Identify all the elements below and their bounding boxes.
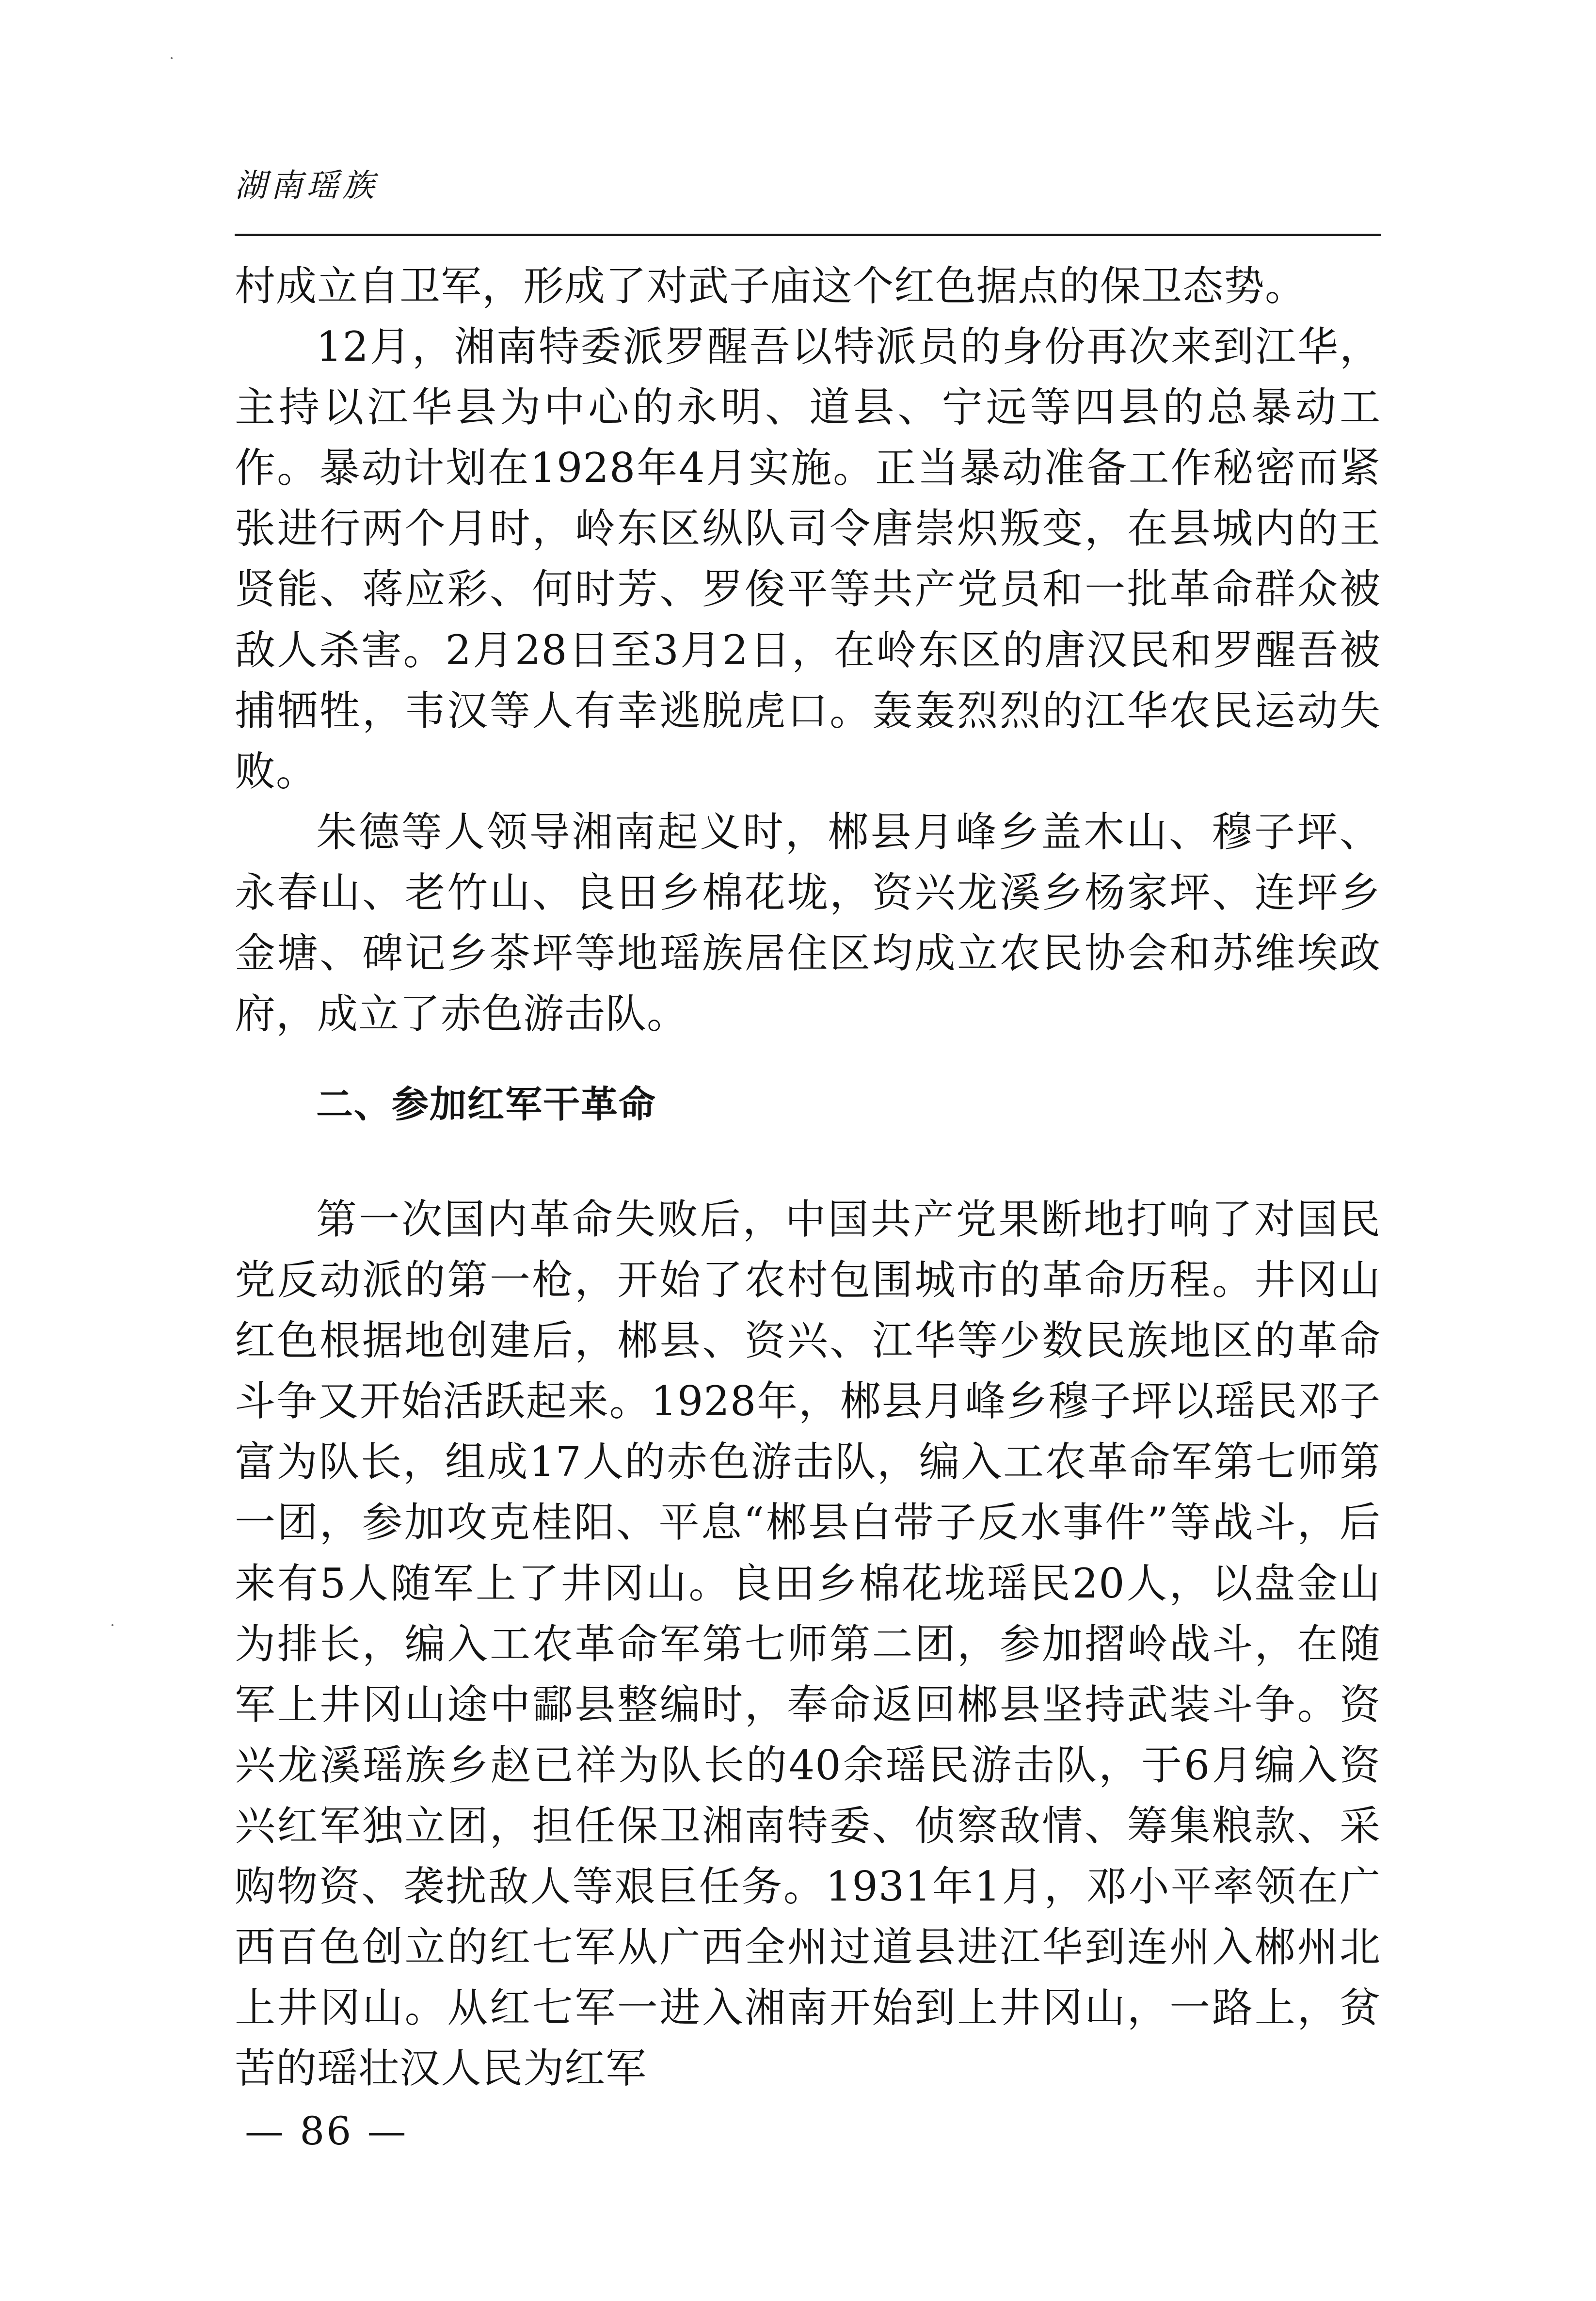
body-text-bottom: [235, 1189, 1381, 2099]
paragraph-red-army: 第一次国内革命失败后，中国共产党果断地打响了对国民党反动派的第一枪，开始了农村包围城市的革命历程。井冈山红色根据地创建后，郴县、资兴、江华等少数民族地区的革命斗争又开始活跃起来。1928年，郴县月峰乡穆子坪以瑶民邓子富为队长，组成17人的赤色游击队，编入工农革命军第七师第一团，参加攻克桂阳、平息“郴县白带子反水事件”等战斗，后来有5人随军上了井冈山。良田乡棉花垅瑶民20人，以盘金山为排长，编入工农革命军第七师第二团，参加摺岭战斗，在随军上井冈山途中酃县整编时，奉命返回郴县坚持武装斗争。资兴龙溪瑶族乡赵已祥为队长的40余瑶民游击队，于6月编入资兴红军独立团，担任保卫湘南特委、侦察敌情、筹集粮款、采购物资、袭扰敌人等艰巨任务。1931年1月，邓小平率领在广西百色创立的红七军从广西全州过道县进江华到连州入郴州北上井冈山。从红七军一进入湘南开始到上井冈山，一路上，贫苦的瑶壮汉人民为红军: [235, 1196, 1381, 2093]
body-text-top: [235, 256, 1381, 1044]
paragraph-uprising-plan: 12月，湘南特委派罗醒吾以特派员的身份再次来到江华，主持以江华县为中心的永明、道县、宁远等四县的总暴动工作。暴动计划在1928年4月实施。正当暴动准备工作秘密而紧张进行两个月时，岭东区纵队司令唐崇炽叛变，在县城内的王贤能、蒋应彩、何时芳、罗俊平等共产党员和一批革命群众被敌人杀害。2月28日至3月2日，在岭东区的唐汉民和罗醒吾被捕牺牲，韦汉等人有幸逃脱虎口。轰轰烈烈的江华农民运动失败。: [235, 323, 1381, 795]
scan-speck: [171, 57, 173, 59]
section-heading: 二、参加红军干革命: [316, 1083, 656, 1126]
scan-speck: [112, 1624, 113, 1626]
header-rule: [235, 234, 1381, 236]
paragraph-zhu-de-uprising: 朱德等人领导湘南起义时，郴县月峰乡盖木山、穆子坪、永春山、老竹山、良田乡棉花垅，资兴龙溪乡杨家坪、连坪乡金塘、碑记乡茶坪等地瑶族居住区均成立农民协会和苏维埃政府，成立了赤色游击队。: [235, 808, 1381, 1038]
page-number: — 86 —: [245, 2109, 408, 2154]
running-title: 湖南瑶族: [235, 167, 378, 204]
paragraph-continued: 村成立自卫军，形成了对武子庙这个红色据点的保卫态势。: [235, 262, 1307, 310]
